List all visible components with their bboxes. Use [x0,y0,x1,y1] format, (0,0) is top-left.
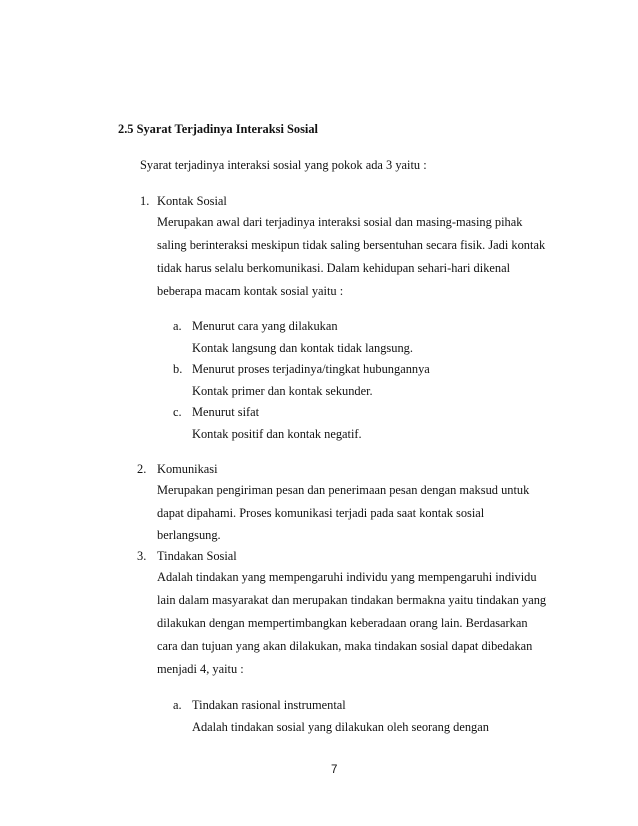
sublist-item-letter: b. [173,362,183,376]
paragraph-line: beberapa macam kontak sosial yaitu : [157,284,344,298]
paragraph-line: saling berinteraksi meskipun tidak saling bersentuhan secara fisik. Jadi kontak [157,238,546,252]
list-item-number: 3. [137,549,147,563]
section-heading: 2.5 Syarat Terjadinya Interaksi Sosial [118,122,318,136]
paragraph-line: Adalah tindakan yang mempengaruhi individu yang mempengaruhi individu [157,570,537,584]
sublist-item-letter: c. [173,405,182,419]
list-item-title: Tindakan Sosial [157,549,237,563]
sublist-item-body: Kontak langsung dan kontak tidak langsung. [192,341,413,355]
sublist-item-title: Menurut cara yang dilakukan [192,319,338,333]
list-item-number: 1. [140,194,150,208]
list-item-title: Komunikasi [157,462,218,476]
sublist-item-title: Menurut sifat [192,405,260,419]
paragraph-line: menjadi 4, yaitu : [157,662,244,676]
sublist-item-body: Kontak primer dan kontak sekunder. [192,384,373,398]
sublist-item-body: Kontak positif dan kontak negatif. [192,427,362,441]
page-number: 7 [331,764,338,776]
sublist-item-body: Adalah tindakan sosial yang dilakukan oleh seorang dengan [192,720,489,734]
paragraph-line: berlangsung. [157,528,221,542]
sublist-item-title: Menurut proses terjadinya/tingkat hubungannya [192,362,430,376]
paragraph-line: dilakukan dengan mempertimbangkan keberadaan orang lain. Berdasarkan [157,616,528,630]
paragraph-line: tidak harus selalu berkomunikasi. Dalam kehidupan sehari-hari dikenal [157,261,511,275]
paragraph-line: Merupakan awal dari terjadinya interaksi sosial dan masing-masing pihak [157,215,523,229]
list-item-number: 2. [137,462,147,476]
paragraph-line: Merupakan pengiriman pesan dan penerimaan pesan dengan maksud untuk [157,483,530,497]
intro-paragraph: Syarat terjadinya interaksi sosial yang pokok ada 3 yaitu : [140,158,427,172]
sublist-item-letter: a. [173,698,182,712]
paragraph-line: cara dan tujuan yang akan dilakukan, maka tindakan sosial dapat dibedakan [157,639,533,653]
sublist-item-letter: a. [173,319,182,333]
sublist-item-title: Tindakan rasional instrumental [192,698,346,712]
list-item-title: Kontak Sosial [157,194,227,208]
paragraph-line: lain dalam masyarakat dan merupakan tindakan bermakna yaitu tindakan yang [157,593,547,607]
paragraph-line: dapat dipahami. Proses komunikasi terjadi pada saat kontak sosial [157,506,485,520]
